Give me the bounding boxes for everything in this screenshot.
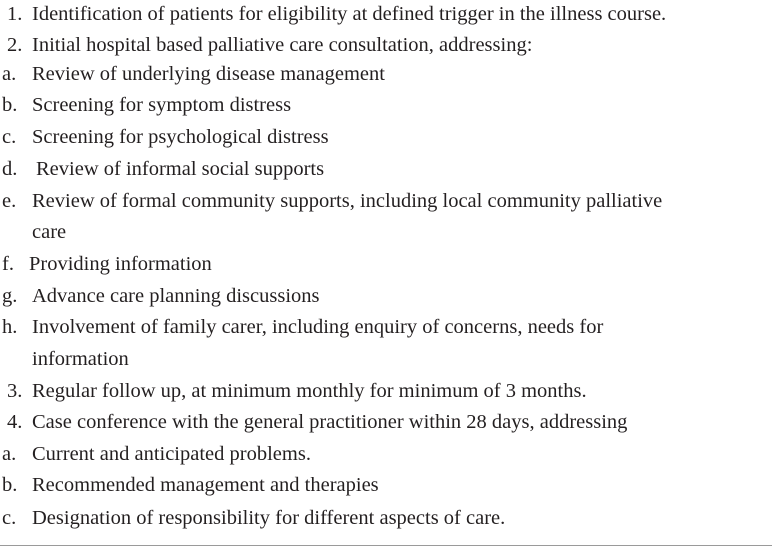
item-marker: d. — [2, 158, 18, 180]
item-marker: b. — [2, 474, 18, 496]
item-marker: b. — [2, 94, 18, 116]
item-text: Designation of responsibility for different aspects of care. — [32, 507, 506, 529]
item-text: Current and anticipated problems. — [32, 443, 311, 465]
item-text: Advance care planning discussions — [32, 285, 320, 307]
item-text: Regular follow up, at minimum monthly for minimum of 3 months. — [32, 380, 587, 402]
item-marker: e. — [2, 190, 17, 212]
item-text: Initial hospital based palliative care consultation, addressing: — [32, 34, 533, 56]
item-marker: 2. — [7, 34, 23, 56]
item-marker: 4. — [7, 411, 23, 433]
item-text: Review of informal social supports — [36, 158, 325, 180]
item-marker: h. — [2, 316, 18, 338]
item-text: Identification of patients for eligibility at defined trigger in the illness course. — [32, 3, 667, 25]
item-text: Screening for symptom distress — [32, 94, 292, 116]
item-text: Review of formal community supports, including local community palliative — [32, 190, 663, 212]
item-text: Case conference with the general practitioner within 28 days, addressing — [32, 411, 628, 433]
item-text: Involvement of family carer, including enquiry of concerns, needs for — [32, 316, 604, 338]
item-text: Screening for psychological distress — [32, 126, 329, 148]
bottom-divider — [0, 545, 772, 546]
item-marker: c. — [2, 126, 17, 148]
item-marker: a. — [2, 443, 17, 465]
item-text-continuation: care — [32, 221, 67, 243]
item-marker: a. — [2, 63, 17, 85]
item-text: Providing information — [29, 253, 212, 275]
item-marker: 1. — [7, 3, 23, 25]
item-text: Recommended management and therapies — [32, 474, 379, 496]
item-marker: 3. — [7, 380, 23, 402]
item-marker: c. — [2, 507, 17, 529]
item-text: Review of underlying disease management — [32, 63, 385, 85]
item-marker: f. — [2, 253, 14, 275]
item-marker: g. — [2, 285, 18, 307]
item-text-continuation: information — [32, 348, 129, 370]
